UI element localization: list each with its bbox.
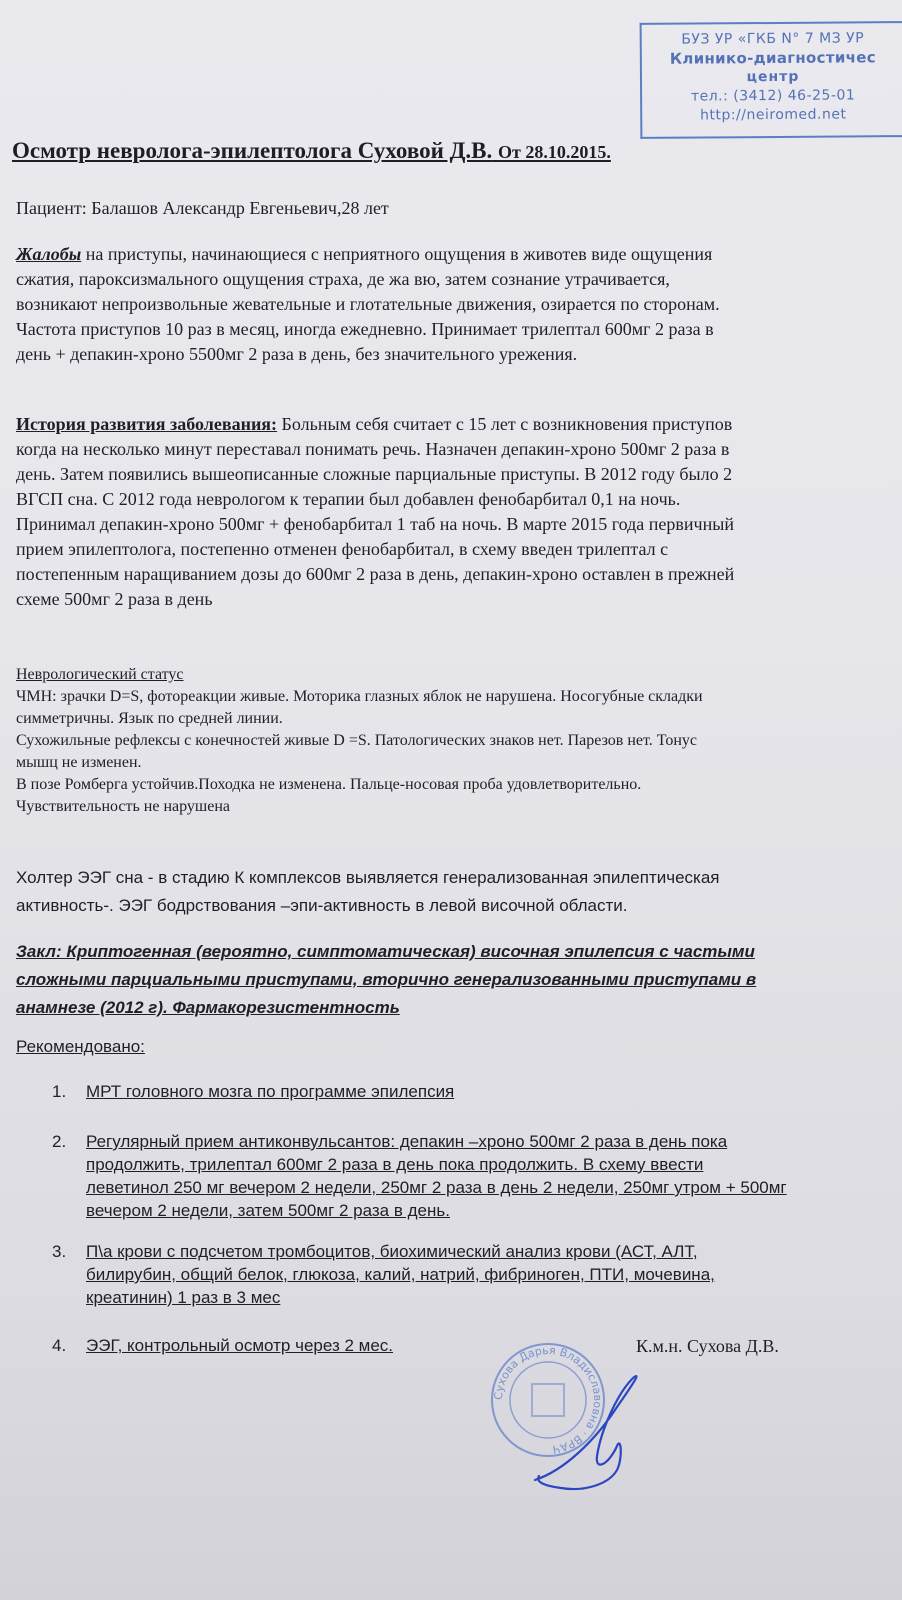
neuro-section: [16, 664, 703, 818]
title-main: Осмотр невролога-эпилептолога Суховой Д.В.: [12, 138, 493, 163]
item-line: билирубин, общий белок, глюкоза, калий, натрий, фибриноген, ПТИ, мочевина,: [86, 1265, 715, 1284]
complaints-line: на приступы, начинающиеся с неприятного ощущения в животев виде ощущения: [81, 244, 713, 264]
history-line: схеме 500мг 2 раза в день: [16, 589, 213, 609]
title-date: От 28.10.2015.: [498, 142, 611, 162]
item-number: 4.: [52, 1336, 67, 1355]
complaints-line: возникают непроизвольные жевательные и глотательные движения, озирается по сторонам.: [16, 294, 720, 314]
history-line: Принимал депакин-хроно 500мг + фенобарбитал 1 таб на ночь. В марте 2015 года первичный: [16, 514, 734, 534]
item-line: вечером 2 недели, затем 500мг 2 раза в день.: [86, 1201, 450, 1220]
stamp-line-1: БУЗ УР «ГКБ N° 7 МЗ УР: [681, 30, 865, 48]
history-line: ВГСП сна. С 2012 года неврологом к терапии был добавлен фенобарбитал 0,1 на ночь.: [16, 489, 681, 509]
history-line: прием эпилептолога, постепенно отменен фенобарбитал, в схему введен трилептал с: [16, 539, 669, 559]
neuro-label: Неврологический статус: [16, 666, 184, 683]
neuro-line: симметричны. Язык по средней линии.: [16, 710, 283, 727]
neuro-line: Чувствительность не нарушена: [16, 798, 230, 815]
item-number: 1.: [52, 1082, 67, 1101]
conclusion-line: сложными парциальными приступами, вторично генерализованными приступами в: [16, 970, 757, 989]
item-line: МРТ головного мозга по программе эпилепсия: [86, 1082, 455, 1101]
item-line: леветинол 250 мг вечером 2 недели, 250мг 2 раза в день 2 недели, 250мг утром + 500мг: [86, 1178, 787, 1197]
conclusion-section: [16, 938, 756, 1022]
signature-mark: [505, 1360, 655, 1500]
item-line: Регулярный прием антиконвульсантов: депакин –хроно 500мг 2 раза в день пока: [86, 1132, 728, 1151]
history-line: постепенным наращиванием дозы до 600мг 2 раза в день, депакин-хроно оставлен в прежней: [16, 564, 735, 584]
neuro-line: ЧМН: зрачки D=S, фотореакции живые. Моторика глазных яблок не нарушена. Носогубные складки: [16, 688, 703, 705]
clinic-stamp: [640, 21, 902, 139]
stamp-line-3: центр: [746, 68, 800, 86]
neuro-line: мышц не изменен.: [16, 754, 142, 771]
eeg-line: активность-. ЭЭГ бодрствования –эпи-активность в левой височной области.: [16, 896, 628, 915]
item-line: П\а крови с подсчетом тромбоцитов, биохимический анализ крови (АСТ, АЛТ,: [86, 1242, 698, 1261]
complaints-section: [16, 242, 720, 367]
history-label: История развития заболевания:: [16, 414, 278, 434]
neuro-line: Сухожильные рефлексы с конечностей живые D =S. Патологических знаков нет. Парезов нет. Тонус: [16, 732, 698, 749]
round-stamp-text: Сухова Дарья Владиславовна · ВРАЧ: [491, 1343, 605, 1456]
complaints-line: Частота приступов 10 раз в месяц, иногда ежедневно. Принимает трилептал 600мг 2 раза в: [16, 319, 714, 339]
item-line: продолжить, трилептал 600мг 2 раза в день пока продолжить. В схему ввести: [86, 1155, 704, 1174]
eeg-line: Холтер ЭЭГ сна - в стадию К комплексов выявляется генерализованная эпилептическая: [16, 868, 720, 887]
history-line: когда на несколько минут переставал понимать речь. Назначен депакин-хроно 500мг 2 раза в: [16, 439, 730, 459]
conclusion-line: Закл: Криптогенная (вероятно, симптоматическая) височная эпилепсия с частыми: [16, 942, 755, 961]
stamp-line-5: http://neiromed.net: [700, 106, 847, 124]
history-line: Больным себя считает с 15 лет с возникновения приступов: [277, 414, 733, 434]
patient-line: Пациент: Балашов Александр Евгеньевич,28 лет: [16, 198, 389, 218]
complaints-label: Жалобы: [16, 244, 82, 264]
complaints-line: сжатия, пароксизмального ощущения страха, де жа вю, затем сознание утрачивается,: [16, 269, 670, 289]
history-line: день. Затем появились вышеописанные сложные парциальные приступы. В 2012 году было 2: [16, 464, 733, 484]
item-line: ЭЭГ, контрольный осмотр через 2 мес.: [86, 1336, 394, 1355]
history-section: [16, 412, 734, 612]
item-number: 2.: [52, 1132, 67, 1151]
eeg-section: [16, 864, 720, 920]
complaints-line: день + депакин-хроно 5500мг 2 раза в день, без значительного урежения.: [16, 344, 578, 364]
doctor-name: К.м.н. Сухова Д.В.: [636, 1336, 779, 1356]
document-title: [12, 138, 611, 164]
stamp-line-2: Клинико-диагностичес: [669, 48, 876, 68]
recommended-label: Рекомендовано:: [16, 1037, 145, 1056]
stamp-line-4: тел.: (3412) 46-25-01: [690, 87, 856, 105]
item-line: креатинин) 1 раз в 3 мес: [86, 1288, 281, 1307]
item-number: 3.: [52, 1242, 67, 1261]
neuro-line: В позе Ромберга устойчив.Походка не изменена. Пальце-носовая проба удовлетворительно.: [16, 776, 642, 793]
conclusion-line: анамнезе (2012 г). Фармакорезистентность: [16, 998, 400, 1017]
